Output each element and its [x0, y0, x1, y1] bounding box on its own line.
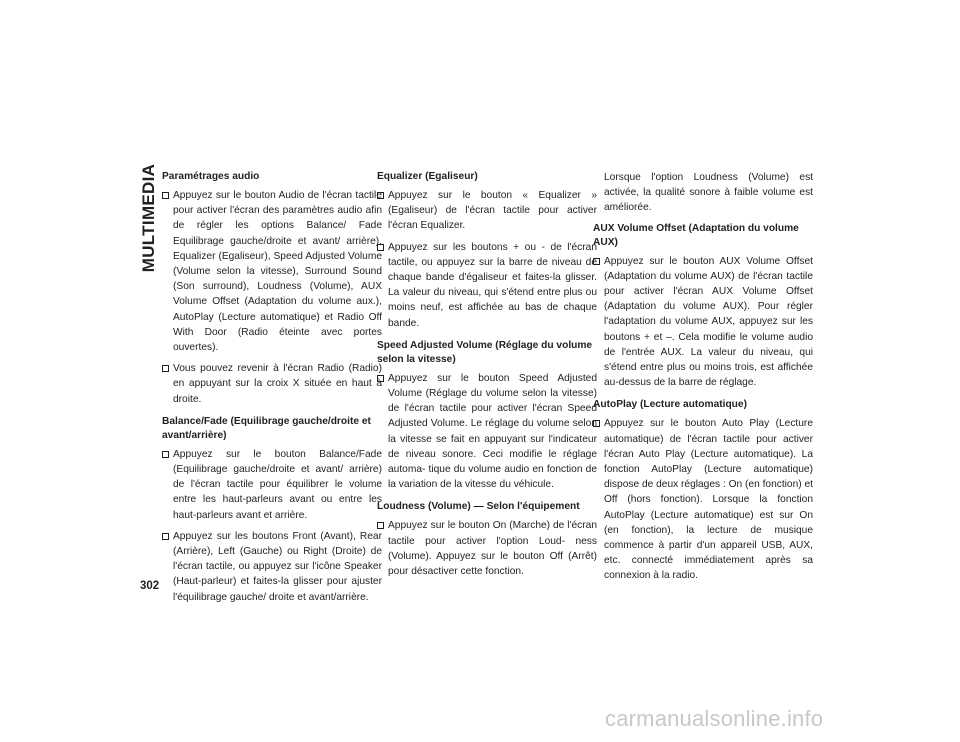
list-item	[162, 447, 382, 523]
list-item-text: Appuyez sur le bouton AUX Volume Offset (Adaptation du volume AUX) de l'écran tactile pour activer l'écran AUX Volume Offset (Adaptation du volume AUX). Pour régler l'adaptation du volume AUX, appuyez sur les boutons + et –. Cela modifie le volume audio de l'entrée AUX. La valeur du niveau, qui s'étend entre plus ou moins trois, est affichée au-dessus de la barre de réglage.	[604, 255, 813, 389]
section-tab	[138, 163, 160, 273]
list-item-text: Appuyez sur le bouton « Equalizer » (Egaliseur) de l'écran tactile pour activer l'écran Equalizer.	[388, 190, 597, 232]
checkbox-bullet-icon	[377, 375, 384, 382]
list-item	[377, 518, 597, 579]
list-item	[377, 371, 597, 493]
page-number: 302	[140, 580, 160, 592]
checkbox-bullet-icon	[593, 258, 600, 265]
checkbox-bullet-icon	[162, 192, 169, 199]
heading-balance-fade: Balance/Fade (Equilibrage gauche/droite et avant/arrière)	[162, 415, 371, 441]
checkbox-bullet-icon	[377, 522, 384, 529]
list-item-text: Appuyez sur le bouton On (Marche) de l'écran tactile pour activer l'option Loud- ness (Volume). Appuyez sur le bouton Off (Arrêt) pour désactiver cette fonction.	[388, 520, 597, 578]
column-3	[593, 170, 813, 590]
checkbox-bullet-icon	[377, 244, 384, 251]
list-item-text: Appuyez sur les boutons + ou - de l'écran tactile, ou appuyez sur la barre de niveau de chaque bande d'égaliseur et faites-la glisser. La valeur du niveau, qui s'étend entre plus ou moins neuf, est affichée au bas de chaque bande.	[388, 241, 597, 329]
list-item-text: Appuyez sur le bouton Speed Adjusted Volume (Réglage du volume selon la vitesse) de l'écran tactile pour activer l'écran Speed Adjusted Volume. Le réglage du volume selon la vitesse se fait en appuyant sur l'indicateur de niveau sonore. Ceci modifie le réglage automa- tique du volume audio en fonction de la variation de la vitesse du véhicule.	[388, 372, 597, 491]
list-item-text: Appuyez sur les boutons Front (Avant), Rear (Arrière), Left (Gauche) ou Right (Droite) de l'écran tactile, ou appuyez sur l'icône Speaker (Haut-parleur) et faites-la glisser pour ajuster l'équilibrage gauche/ droite et avant/arrière.	[173, 530, 382, 603]
heading-audio-settings: Paramétrages audio	[162, 171, 260, 182]
heading-loudness: Loudness (Volume) — Selon l'équipement	[377, 501, 580, 513]
list-item-text: Appuyez sur le bouton Balance/Fade (Equilibrage gauche/droite et avant/ arrière) de l'écran tactile pour équilibrer le volume entre les haut-parleurs avant ou entre les haut-parleurs avant et arrière.	[173, 448, 382, 521]
list-item	[162, 361, 382, 407]
column-1	[162, 170, 382, 611]
list-item	[593, 416, 813, 583]
list-item	[377, 240, 597, 331]
heading-equalizer: Equalizer (Egaliseur)	[377, 171, 478, 182]
heading-speed-adjusted-volume: Speed Adjusted Volume (Réglage du volume selon la vitesse)	[377, 339, 593, 365]
list-item-text: Appuyez sur le bouton Auto Play (Lecture automatique) de l'écran tactile pour activer l'écran Auto Play (Lecture automatique). La fonction AutoPlay (Lecture automatique) dispose de deux réglages : On (en fonction) et Off (hors fonction). Lorsque la fonction AutoPlay (Lecture automatique) est sur On (en fonction), la lecture de musique commence à partir d'un appareil USB, AUX, etc. connecté immédiatement après sa connexion à la radio.	[604, 418, 813, 582]
continued-text: Lorsque l'option Loudness (Volume) est activée, la qualité sonore à faible volume est améliorée.	[604, 172, 813, 214]
checkbox-bullet-icon	[162, 451, 169, 458]
list-item-text: Vous pouvez revenir à l'écran Radio (Radio) en appuyant sur la croix X située en haut à droite.	[173, 363, 382, 405]
column-2	[377, 170, 597, 585]
list-item-text: Appuyez sur le bouton Audio de l'écran tactile pour activer l'écran des paramètres audio afin de régler les options Balance/ Fade Equilibrage gauche/droite et avant/ arrière), Equalizer (Egaliseur), Speed Adjusted Volume (Volume selon la vitesse), Surround Sound (Son surround), Loudness (Volume), AUX Volume Offset (Adaptation du volume aux.), AutoPlay (Lecture automatique) et Radio Off With Door (Radio éteinte avec portes ouvertes).	[173, 190, 382, 354]
heading-autoplay: AutoPlay (Lecture automatique)	[593, 399, 747, 411]
checkbox-bullet-icon	[377, 192, 384, 199]
checkbox-bullet-icon	[162, 533, 169, 540]
section-tab-label: MULTIMEDIA	[139, 163, 159, 273]
list-item	[162, 188, 382, 355]
checkbox-bullet-icon	[162, 365, 169, 372]
list-item	[593, 254, 813, 391]
list-item	[377, 188, 597, 234]
heading-aux-volume-offset: AUX Volume Offset (Adaptation du volume AUX)	[593, 222, 799, 248]
list-item	[162, 529, 382, 605]
watermark: carmanualsonline.info	[605, 706, 824, 731]
checkbox-bullet-icon	[593, 420, 600, 427]
